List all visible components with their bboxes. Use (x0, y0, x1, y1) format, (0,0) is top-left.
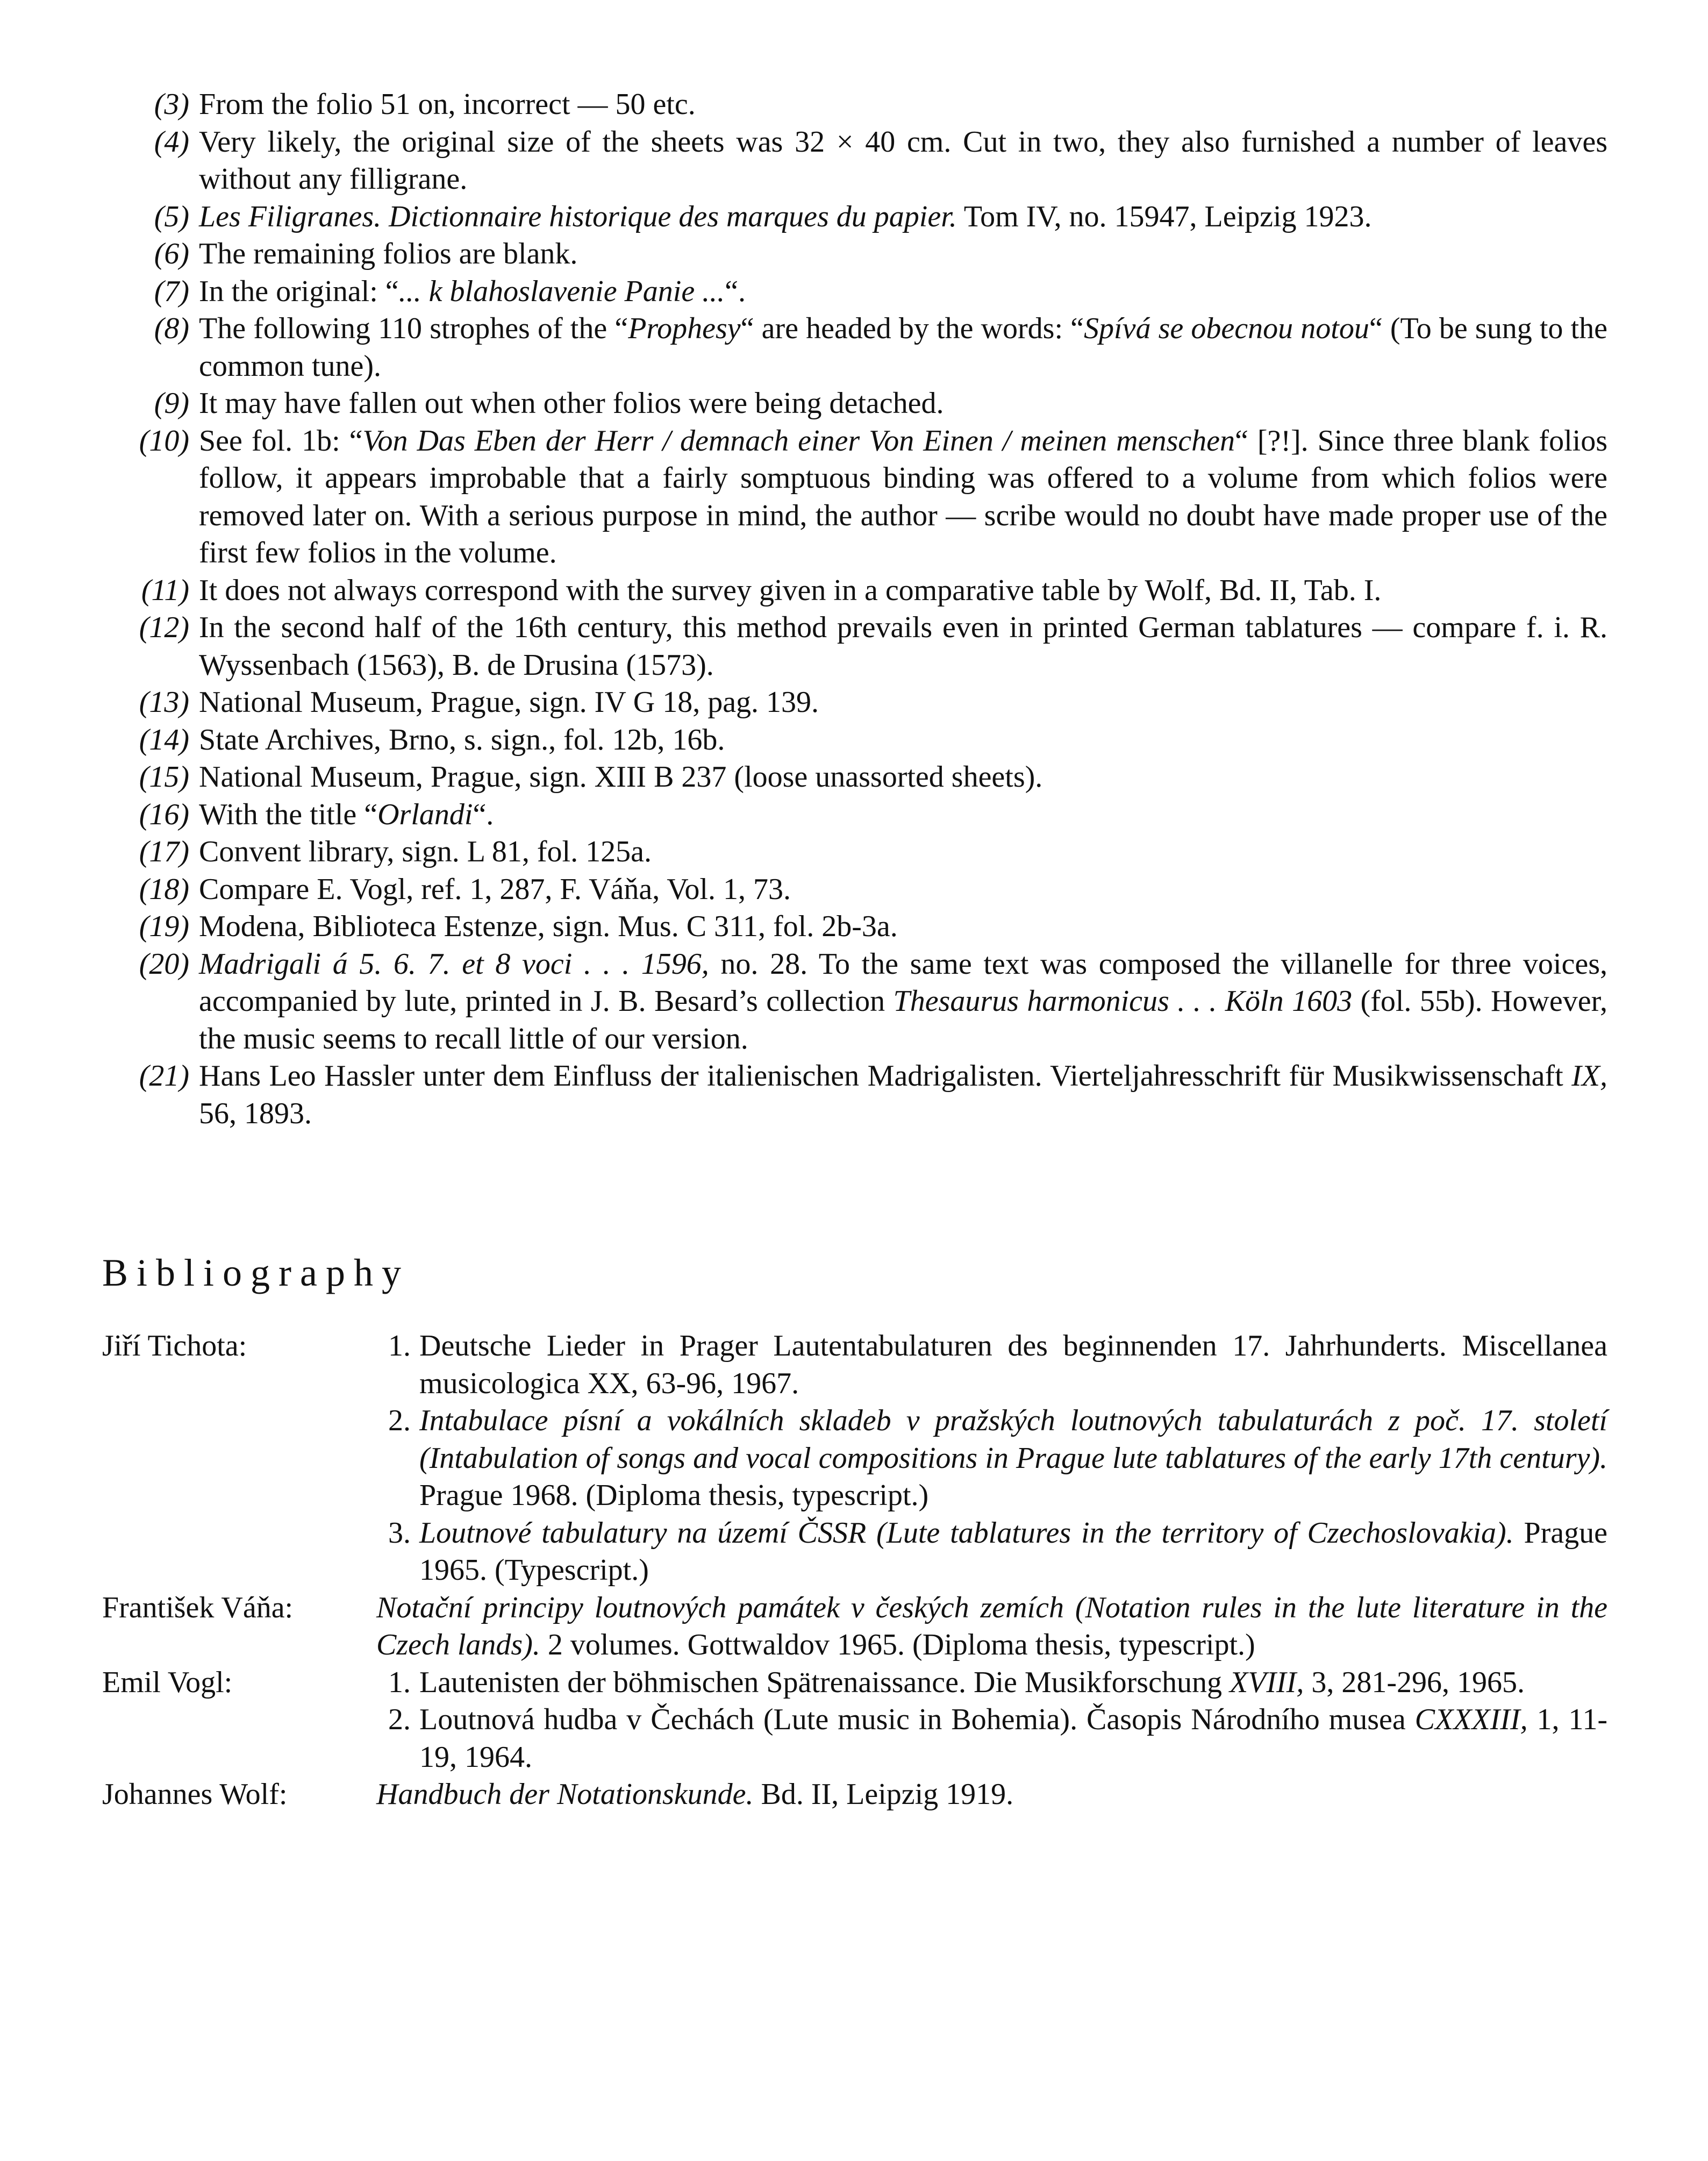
bibliography-author: František Váňa: (102, 1591, 294, 1624)
footnote-number: (5) (154, 199, 189, 233)
footnote-number: (10) (139, 424, 189, 458)
entry-index: 2. (388, 1404, 411, 1437)
footnote (102, 759, 1607, 796)
bibliography-entries (376, 1589, 1607, 1664)
footnote (102, 572, 1607, 610)
entry-text: Loutnová hudba v Čechách (Lute music in Bohemia). Časopis Národního musea CXXXIII, 1, 11-19, 1964. (419, 1703, 1607, 1774)
bibliography-author-group (102, 1589, 1607, 1664)
footnotes-list (102, 86, 1607, 1132)
footnote-text: State Archives, Brno, s. sign., fol. 12b, 16b. (199, 723, 725, 757)
footnote-text: Madrigali á 5. 6. 7. et 8 voci . . . 1596, no. 28. To the same text was composed the villanelle for three voices, accompanied by lute, printed in J. B. Besard’s collection Thesaurus harmonicus . . . Köln 1603 (fol. 55b). However, the music seems to recall little of our version. (199, 947, 1607, 1055)
footnote-number: (13) (139, 686, 189, 719)
bibliography-author-group (102, 1664, 1607, 1777)
footnote (102, 1058, 1607, 1132)
footnote-text: Les Filigranes. Dictionnaire historique des marques du papier. Tom IV, no. 15947, Leipzig 1923. (199, 199, 1372, 233)
footnote-number: (17) (139, 835, 189, 868)
footnote (102, 385, 1607, 423)
footnote-text: National Museum, Prague, sign. IV G 18, pag. 139. (199, 686, 819, 719)
bibliography-author: Emil Vogl: (102, 1665, 233, 1699)
footnote-text: See fol. 1b: “Von Das Eben der Herr / demnach einer Von Einen / meinen menschen“ [?!]. Since three blank folios follow, it appears improbable that a fairly somptuous binding was offered to a volume from which folios were removed later on. With a serious purpose in mind, the author — scribe would no doubt have made proper use of the first few folios in the volume. (199, 424, 1607, 569)
footnote (102, 236, 1607, 273)
footnote-text: Modena, Biblioteca Estenze, sign. Mus. C 311, fol. 2b-3a. (199, 910, 898, 943)
entry-index: 1. (388, 1329, 411, 1363)
entry-text: Handbuch der Notationskunde. Bd. II, Leipzig 1919. (376, 1778, 1014, 1811)
entry-text: Loutnové tabulatury na území ČSSR (Lute tablatures in the territory of Czechoslovakia). Prague 1965. (Typescript.) (419, 1516, 1607, 1587)
footnote-number: (11) (141, 573, 189, 607)
footnote-number: (7) (154, 274, 189, 308)
footnote (102, 124, 1607, 198)
footnote-number: (15) (139, 760, 189, 794)
bibliography-entry (376, 1328, 1607, 1402)
bibliography-entry (376, 1589, 1607, 1664)
footnote-number: (19) (139, 910, 189, 943)
footnote (102, 198, 1607, 236)
footnote (102, 86, 1607, 124)
footnote-number: (9) (154, 387, 189, 420)
document-page (102, 86, 1607, 1814)
footnote-text: National Museum, Prague, sign. XIII B 237 (loose unassorted sheets). (199, 760, 1043, 794)
footnote (102, 273, 1607, 311)
bibliography-author: Johannes Wolf: (102, 1778, 288, 1811)
bibliography-entries (376, 1328, 1607, 1589)
bibliography-entry (376, 1515, 1607, 1589)
footnote-number: (14) (139, 723, 189, 757)
footnote (102, 722, 1607, 759)
bibliography-entry (376, 1402, 1607, 1515)
footnote-number: (16) (139, 797, 189, 831)
footnote (102, 684, 1607, 722)
footnote (102, 796, 1607, 834)
footnote (102, 609, 1607, 684)
footnote-text: The following 110 strophes of the “Prophesy“ are headed by the words: “Spívá se obecnou notou“ (To be sung to the common tune). (199, 312, 1607, 383)
footnote (102, 946, 1607, 1058)
entry-index: 1. (388, 1665, 411, 1699)
footnote-number: (18) (139, 872, 189, 906)
entry-index: 3. (388, 1516, 411, 1550)
footnote-text: Compare E. Vogl, ref. 1, 287, F. Váňa, Vol. 1, 73. (199, 872, 791, 906)
footnote-text: It does not always correspond with the survey given in a comparative table by Wolf, Bd. II, Tab. I. (199, 573, 1382, 607)
bibliography-heading: Bibliography (102, 1251, 410, 1294)
footnote (102, 871, 1607, 909)
footnote-text: Hans Leo Hassler unter dem Einfluss der italienischen Madrigalisten. Vierteljahresschrift für Musikwissenschaft IX, 56, 1893. (199, 1059, 1607, 1130)
footnote (102, 833, 1607, 871)
footnote-text: From the folio 51 on, incorrect — 50 etc. (199, 88, 696, 121)
footnote-text: It may have fallen out when other folios were being detached. (199, 387, 944, 420)
bibliography-author: Jiří Tichota: (102, 1329, 247, 1363)
footnote-text: Convent library, sign. L 81, fol. 125a. (199, 835, 652, 868)
footnote-number: (20) (139, 947, 189, 981)
footnote-text: With the title “Orlandi“. (199, 797, 494, 831)
footnote-text: The remaining folios are blank. (199, 237, 578, 270)
footnote-number: (6) (154, 237, 189, 270)
bibliography-entry (376, 1776, 1607, 1814)
footnote-text: In the second half of the 16th century, this method prevails even in printed German tablatures — compare f. i. R. Wyssenbach (1563), B. de Drusina (1573). (199, 611, 1607, 682)
bibliography-entry (376, 1701, 1607, 1776)
bibliography-author-group (102, 1776, 1607, 1814)
entry-text: Intabulace písní a vokálních skladeb v pražských loutnových tabulaturách z poč. 17. století (Intabulation of songs and vocal compositions in Prague lute tablatures of the early 17th century). Prague 1968. (Diploma thesis, typescript.) (419, 1404, 1607, 1512)
footnote (102, 310, 1607, 385)
footnote (102, 908, 1607, 946)
bibliography-list (102, 1328, 1607, 1814)
entry-text: Lautenisten der böhmischen Spätrenaissance. Die Musikforschung XVIII, 3, 281-296, 1965. (419, 1665, 1525, 1699)
bibliography-entry (376, 1664, 1607, 1702)
entry-index: 2. (388, 1703, 411, 1736)
footnote-text: Very likely, the original size of the sheets was 32 × 40 cm. Cut in two, they also furnished a number of leaves without any filligrane. (199, 125, 1607, 196)
entry-text: Deutsche Lieder in Prager Lautentabulaturen des beginnenden 17. Jahrhunderts. Miscellanea musicologica XX, 63-96, 1967. (419, 1329, 1607, 1400)
bibliography-entries (376, 1776, 1607, 1814)
footnote-number: (4) (154, 125, 189, 159)
footnote-number: (12) (139, 611, 189, 644)
footnote (102, 423, 1607, 572)
footnote-text: In the original: “... k blahoslavenie Panie ...“. (199, 274, 746, 308)
bibliography-author-group (102, 1328, 1607, 1589)
entry-text: Notační principy loutnových památek v českých zemích (Notation rules in the lute literature in the Czech lands). 2 volumes. Gottwaldov 1965. (Diploma thesis, typescript.) (376, 1591, 1607, 1661)
footnote-number: (21) (139, 1059, 189, 1093)
footnote-number: (3) (154, 88, 189, 121)
bibliography-entries (376, 1664, 1607, 1777)
footnote-number: (8) (154, 312, 189, 345)
